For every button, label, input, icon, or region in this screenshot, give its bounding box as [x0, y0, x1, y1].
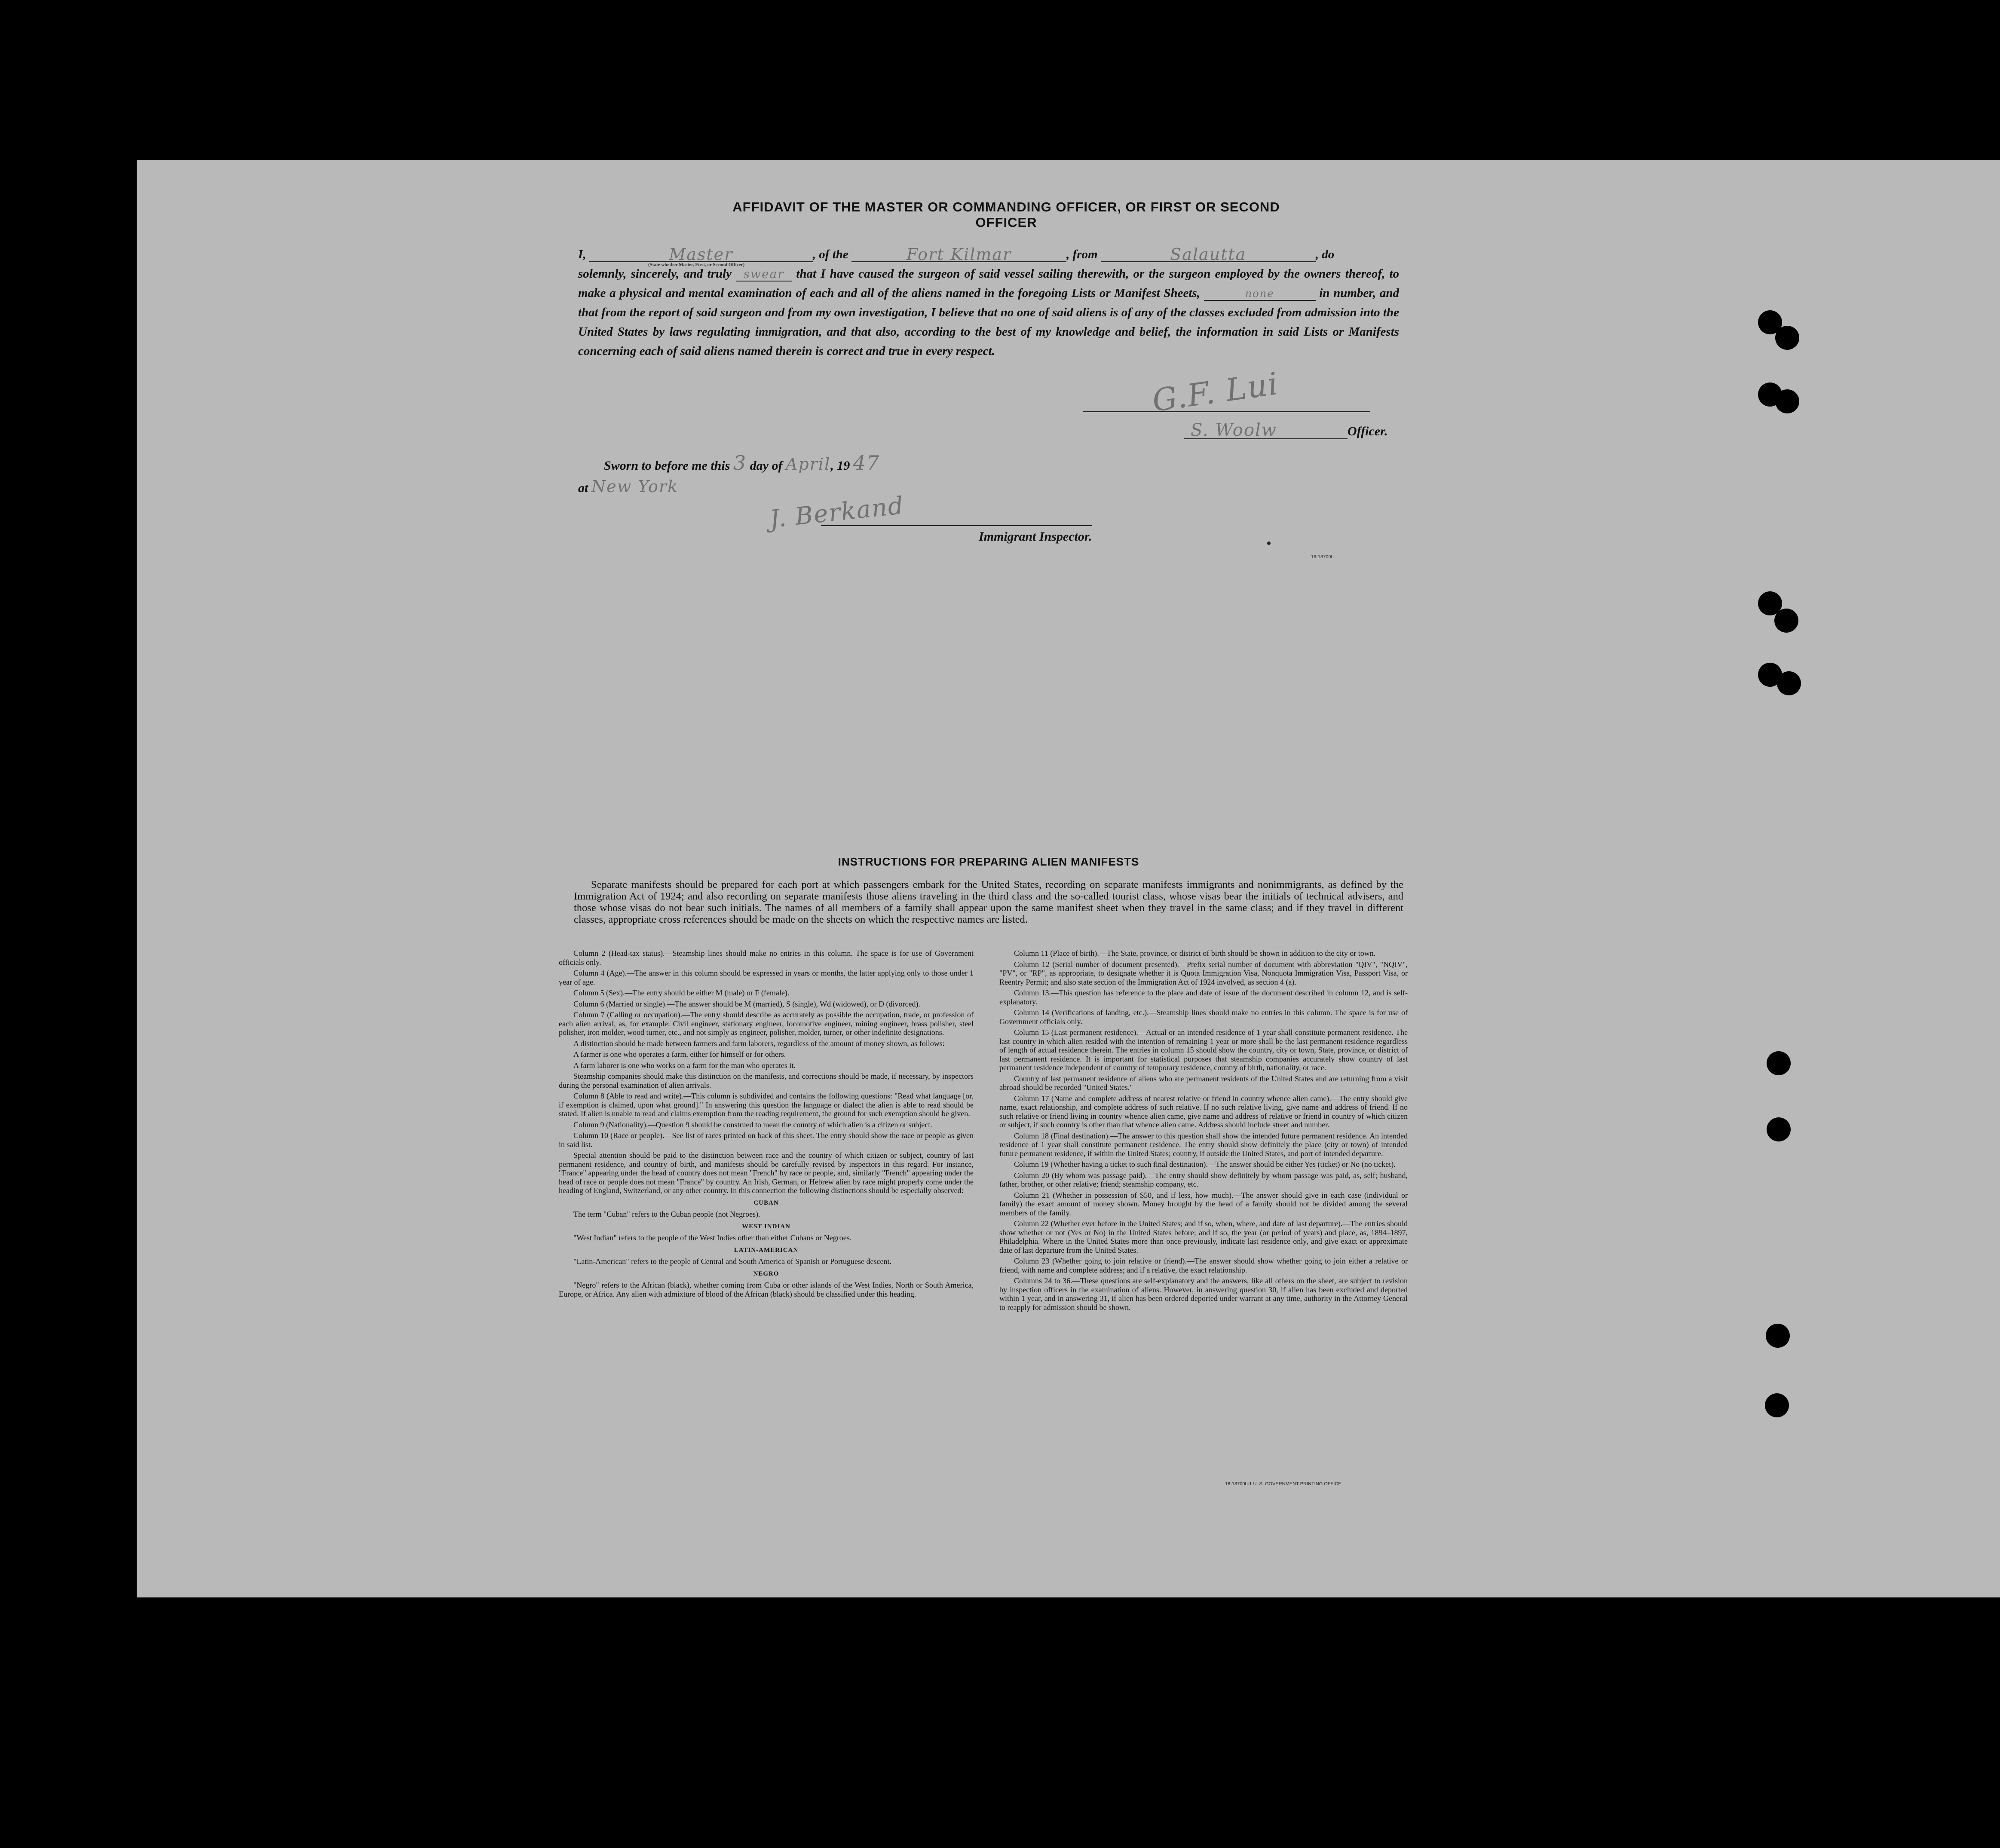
rank-field [589, 245, 813, 262]
month-handwriting: April [785, 455, 831, 474]
west-indian-text: "West Indian" refers to the people of the West Indies other than either Cubans or Negroes. [573, 1233, 852, 1242]
left-paragraph: Column 7 (Calling or occupation).—The entry should describe as accurately as possible the occupation, trade, or profession of each alien arrival, as, for example: Civil engineer, stationary engineer, locomotive engineer, mining engineer, brass polisher, steel polisher, iron molder, wood turner, etc., and not simply as engineer, polisher, molder, turner, or other indefinite designations. [559, 1010, 974, 1037]
affidavit-solemnly: solemnly, sincerely, and truly [578, 267, 732, 281]
right-paragraph: Column 19 (Whether having a ticket to such final destination).—The answer should be either Yes (ticket) or No (no ticket). [1014, 1160, 1396, 1169]
left-paragraph: Column 10 (Race or people).—See list of races printed on back of this sheet. The entry should show the race or people as given in said list. [559, 1131, 974, 1149]
instructions-intro: Separate manifests should be prepared for each port at which passengers embark for the United States, recording on separate manifests immigrants and nonimmigrants, as defined by the Immigration Act of 1924; and also recording on separate manifests those aliens traveling in the third class and the so-called tourist class, whose visas bear the initials of technical advisers, and those whose visas do not bear such initials. The names of all members of a family shall appear upon the same manifest sheet when they travel in the same class; and if they travel in different classes, appropriate cross references should be made on the sheets on which the respective names are listed. [574, 879, 1403, 925]
right-paragraph: Column 12 (Serial number of document presented).—Prefix serial number of document with abbreviation "QIV", "NQIV", "PV", or "RP", as appropriate, to designate whether it is Quota Immigration Visa, Nonquota Immigration Visa, Passport Visa, or Reentry Permit; and also state section of the Immigration Act of 1924 involved, as section 4 (a). [999, 960, 1408, 986]
form-code: 16-18700b [1311, 554, 1334, 560]
at-label: at [578, 481, 588, 495]
ink-dot [1267, 542, 1271, 545]
cuban-text: The term "Cuban" refers to the Cuban people (not Negroes). [573, 1210, 760, 1218]
day-of-label: day of [750, 459, 783, 473]
port-handwriting: Salautta [1170, 245, 1247, 264]
right-paragraph: Column 13.—This question has reference to the place and date of issue of the document described in column 12, and is self-explanatory. [999, 988, 1408, 1006]
left-paragraph: Column 6 (Married or single).—The answer should be M (married), S (single), Wd (widowed), or D (divorced). [573, 999, 920, 1008]
instructions-footer: 16-18700b-1 U. S. GOVERNMENT PRINTING OFFICE [1225, 1481, 1342, 1487]
officer-label: Officer. [1348, 424, 1388, 438]
left-paragraph: A distinction should be made between farmers and farm laborers, regardless of the amount of money shown, as follows: [573, 1039, 945, 1048]
left-paragraph: Column 8 (Able to read and write).—This column is subdivided and contains the following questions: "Read what language [or, if exemption is claimed, upon what ground]." In answering this question the language or dialect the alien is able to read should be stated. If alien is unable to read and claims exemption from the reading requirement, the ground for such exemption should be given. [559, 1092, 974, 1118]
oath-handwriting: swear [743, 267, 784, 281]
right-paragraph: Column 14 (Verifications of landing, etc.).—Steamship lines should make no entries in this column. The space is for use of Government officials only. [999, 1008, 1408, 1026]
vessel-handwriting: Fort Kilmar [906, 245, 1012, 264]
instructions-title: INSTRUCTIONS FOR PREPARING ALIEN MANIFESTS [838, 855, 1139, 868]
right-paragraph: Column 15 (Last permanent residence).—Actual or an intended residence of 1 year shall constitute permanent residence. The last country in which alien resided with the intention of remaining 1 year or more shall be the last permanent residence regardless of length of actual residence therein. The entries in column 15 should show the country, city or town, State, province, or district of last permanent residence. It is important for statistical purposes that steamship companies accurately show country of last permanent residence independent of country of temporary residence, country of birth, nationality, or race. [999, 1028, 1408, 1072]
year-handwriting: 47 [853, 451, 880, 474]
officer-signature-line [1083, 411, 1370, 412]
affidavit-title: AFFIDAVIT OF THE MASTER OR COMMANDING OFFICER, OR FIRST OR SECOND OFFICER [732, 199, 1280, 230]
count-handwriting: none [1245, 288, 1274, 300]
place-field [591, 477, 679, 496]
vessel-field [851, 245, 1066, 262]
cuban-heading: CUBAN [753, 1199, 779, 1206]
punch-hole [1775, 389, 1799, 413]
left-paragraph: Special attention should be paid to the distinction between race and the country of which citizen or subject, country of last permanent residence, and country of birth, and manifests should be carefully revised by inspectors in this regard. For instance, "France" appearing under the head of country does not mean "French" by race or people, and, similarly "French" appearing under the head of race or people does not mean "France" by country. An Irish, German, or Hebrew alien by race might properly come under the heading of England, Switzerland, or any other country. In this connection the following distinctions should be especially observed: [559, 1151, 974, 1195]
affidavit-do: , do [1315, 248, 1335, 261]
punch-hole [1777, 671, 1801, 695]
inspector-label: Immigrant Inspector. [979, 529, 1092, 544]
instructions-right-column [999, 949, 1408, 1314]
latin-american-text: "Latin-American" refers to the people of Central and South America of Spanish or Portuguese descent. [573, 1257, 891, 1266]
sworn-prefix: Sworn to before me this [604, 459, 730, 473]
at-line [578, 477, 678, 496]
left-paragraph: Column 5 (Sex).—The entry should be either M (male) or F (female). [573, 988, 790, 997]
sworn-line [604, 451, 1206, 474]
punch-hole [1767, 1051, 1791, 1075]
right-paragraph: Column 21 (Whether in possession of $50, and if less, how much).—The answer should give in each case (individual or family) the exact amount of money shown. Money brought by the head of a family should not be divided among the several members of the family. [999, 1190, 1408, 1217]
affidavit-in-number-text: in number, and that from the report of said surgeon and from my own investigation, I believe that no one of said aliens is of any of the classes excluded from admission into the United States by laws regulating immigration, and that also, according to the best of my knowledge and belief, the information in said Lists or Manifests concerning each of said aliens named therein is correct and true in every respect. [578, 286, 1400, 358]
left-paragraph: Column 2 (Head-tax status).—Steamship lines should make no entries in this column. The space is for use of Government officials only. [559, 949, 974, 967]
punch-hole [1774, 609, 1798, 633]
place-handwriting: New York [591, 477, 679, 496]
right-paragraph: Column 18 (Final destination).—The answer to this question shall show the intended future permanent residence. An intended residence of 1 year shall constitute permanent residence. The entry should show definitely the place (city or town) of intended future permanent residence, if within the United States; country, if outside the United States, and port of intended departure. [999, 1131, 1408, 1158]
west-indian-heading: WEST INDIAN [742, 1223, 790, 1230]
affidavit-of-the: , of the [812, 248, 848, 261]
punch-hole [1775, 326, 1799, 350]
inspector-signature: J. Berkand [768, 491, 906, 534]
inspector-signature-line [821, 525, 1092, 526]
right-paragraph: Column 17 (Name and complete address of nearest relative or friend in country whence alien came).—The entry should give name, exact relationship, and complete address of such relative. If no such relative living, give name and address of friend. If no such relative or friend living in country whence alien came, give name and address of relative or friend in country of which citizen or subject, if such country is other than that whence alien came. Address should include street and number. [999, 1094, 1408, 1129]
affidavit-i: I, [578, 248, 586, 261]
right-paragraph: Column 23 (Whether going to join relative or friend).—The answer should show whether going to join either a relative or friend, with name and complete address; and if a relative, the exact relationship. [999, 1257, 1408, 1274]
day-field [733, 451, 747, 474]
punch-hole [1766, 1324, 1790, 1348]
month-field [785, 455, 831, 474]
left-paragraph: Column 9 (Nationality).—Question 9 should be construed to mean the country of which alien is a citizen or subject. [573, 1120, 932, 1129]
left-paragraph: A farm laborer is one who works on a farm for the man who operates it. [573, 1061, 796, 1070]
officer-signature-2: S. Woolw [1191, 420, 1277, 440]
right-paragraph: Country of last permanent residence of aliens who are permanent residents of the United States and are returning from a visit abroad should be recorded "United States." [999, 1074, 1408, 1092]
affidavit-surgeon-text: that I have caused the surgeon of said vessel sailing therewith, or the surgeon employed by the owners thereof, to make a physical and mental examination of each and all of the aliens named in the foregoing Lists or Manifest Sheets, [578, 267, 1400, 300]
rank-handwriting: Master [669, 245, 733, 264]
right-paragraph: Column 11 (Place of birth).—The State, province, or district of birth should be shown in addition to the city or town. [1014, 949, 1376, 958]
negro-heading: NEGRO [753, 1270, 779, 1277]
left-paragraph: Column 4 (Age).—The answer in this column should be expressed in years or months, the latter applying only to those under 1 year of age. [559, 969, 974, 986]
officer-signature: G.F. Lui [1150, 365, 1281, 419]
left-paragraph: A farmer is one who operates a farm, either for himself or for others. [573, 1050, 786, 1059]
right-paragraph: Column 22 (Whether ever before in the United States; and if so, when, where, and date of last departure).—The entries should show whether or not (Yes or No) in the United States before; and if so, the year (or period of years) and place, as, 1894–1897, Philadelphia. Where in the United States more than once previously, indicate last residence only, and give exact or approximate date of last departure from the United States. [999, 1219, 1408, 1254]
affidavit-from: , from [1066, 248, 1098, 261]
left-paragraph: Steamship companies should make this distinction on the manifests, and corrections should be made, if necessary, by inspectors during the personal examination of alien arrivals. [559, 1072, 974, 1089]
instructions-left-column [559, 949, 974, 1300]
right-paragraph: Columns 24 to 36.—These questions are self-explanatory and the answers, like all others on the sheet, are subject to revision by inspection officers in the examination of aliens. However, in answering question 30, if alien has been excluded and deported within 1 year, and in answering 31, if alien has been ordered deported under warrant at any time, authority in the Attorney General to reapply for admission should be shown. [999, 1276, 1408, 1312]
negro-text: "Negro" refers to the African (black), whether coming from Cuba or other islands of the West Indies, North or South America, Europe, or Africa. Any alien with admixture of blood of the African (black) should be classified under this heading. [559, 1281, 974, 1298]
punch-hole [1767, 1117, 1791, 1141]
port-field [1101, 245, 1316, 262]
day-handwriting: 3 [733, 451, 747, 474]
punch-hole [1765, 1393, 1789, 1417]
count-field [1204, 284, 1316, 301]
rank-note: (State whether Master, First, or Second Officer) [648, 262, 745, 267]
latin-american-heading: LATIN-AMERICAN [734, 1246, 799, 1254]
right-paragraph: Column 20 (By whom was passage paid).—The entry should show definitely by whom passage was paid, as, self; husband, father, brother, or other relative; friend; steamship company, etc. [999, 1171, 1408, 1188]
year-prefix: , 19 [830, 459, 850, 473]
